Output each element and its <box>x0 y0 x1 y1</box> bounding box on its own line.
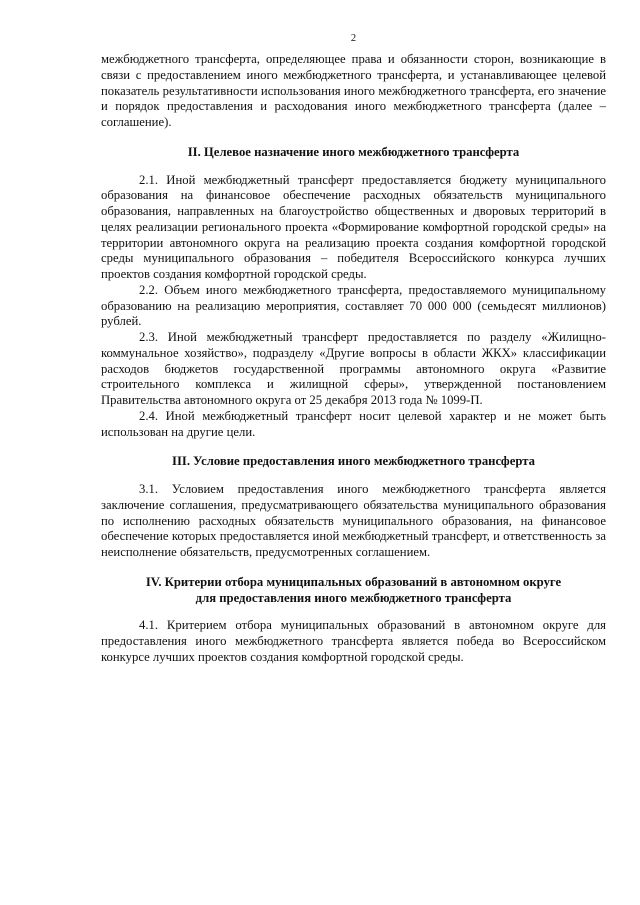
section-2-heading: II. Целевое назначение иного межбюджетного трансферта <box>187 144 520 159</box>
paragraph-2-4: 2.4. Иной межбюджетный трансферт носит целевой характер и не может быть использован на другие цели. <box>101 408 606 439</box>
section-4-heading-line1: IV. Критерии отбора муниципальных образований в автономном округе <box>145 574 562 589</box>
paragraph-4-1: 4.1. Критерием отбора муниципальных образований в автономном округе для предоставления иного межбюджетного трансферта является победа во Всероссийском конкурсе лучших проектов создания комфортной городской среды. <box>101 618 606 664</box>
paragraph-2-1: 2.1. Иной межбюджетный трансферт предоставляется бюджету муниципального образования на финансовое обеспечение расходных обязательств муниципального образования, направленных на благоустройство общественных и дворовых территорий в целях реализации регионального проекта «Формирование комфортной городской среды» на территории автономного округа на реализацию проекта создания комфортной городской среды муниципального образования – победителя Всероссийского конкурса лучших проектов создания комфортной городской среды. <box>101 172 606 281</box>
section-3-heading: III. Условие предоставления иного межбюджетного трансферта <box>172 454 535 469</box>
page-number: 2 <box>350 33 357 44</box>
intro-paragraph: межбюджетного трансферта, определяющее права и обязанности сторон, возникающие в связи с предоставлением иного межбюджетного трансферта, и устанавливающее целевой показатель результативности использования иного межбюджетного трансферта, его значение и порядок предоставления и расходования иного межбюджетного трансферта (далее – соглашение). <box>101 52 606 129</box>
paragraph-2-3: 2.3. Иной межбюджетный трансферт предоставляется по разделу «Жилищно-коммунальное хозяйство», подразделу «Другие вопросы в области ЖКХ» классификации расходов бюджетов государственной программы автономного округа «Развитие строительного комплекса и жилищной сферы», утвержденной постановлением Правительства автономного округа от 25 декабря 2013 года № 1099-П. <box>101 330 606 407</box>
paragraph-3-1: 3.1. Условием предоставления иного межбюджетного трансферта является заключение соглашения, предусматривающего обязательства муниципального образования по исполнению расходных обязательств муниципального образования, на финансовое обеспечение которых предоставляется иной межбюджетный трансферт, и ответственность за неисполнение обязательств, предусмотренных соглашением. <box>101 482 606 559</box>
section-4-heading-line2: для предоставления иного межбюджетного трансферта <box>195 590 512 605</box>
paragraph-2-2: 2.2. Объем иного межбюджетного трансферта, предоставляемого муниципальному образованию на реализацию мероприятия, составляет 70 000 000 (семьдесят миллионов) рублей. <box>101 282 606 329</box>
